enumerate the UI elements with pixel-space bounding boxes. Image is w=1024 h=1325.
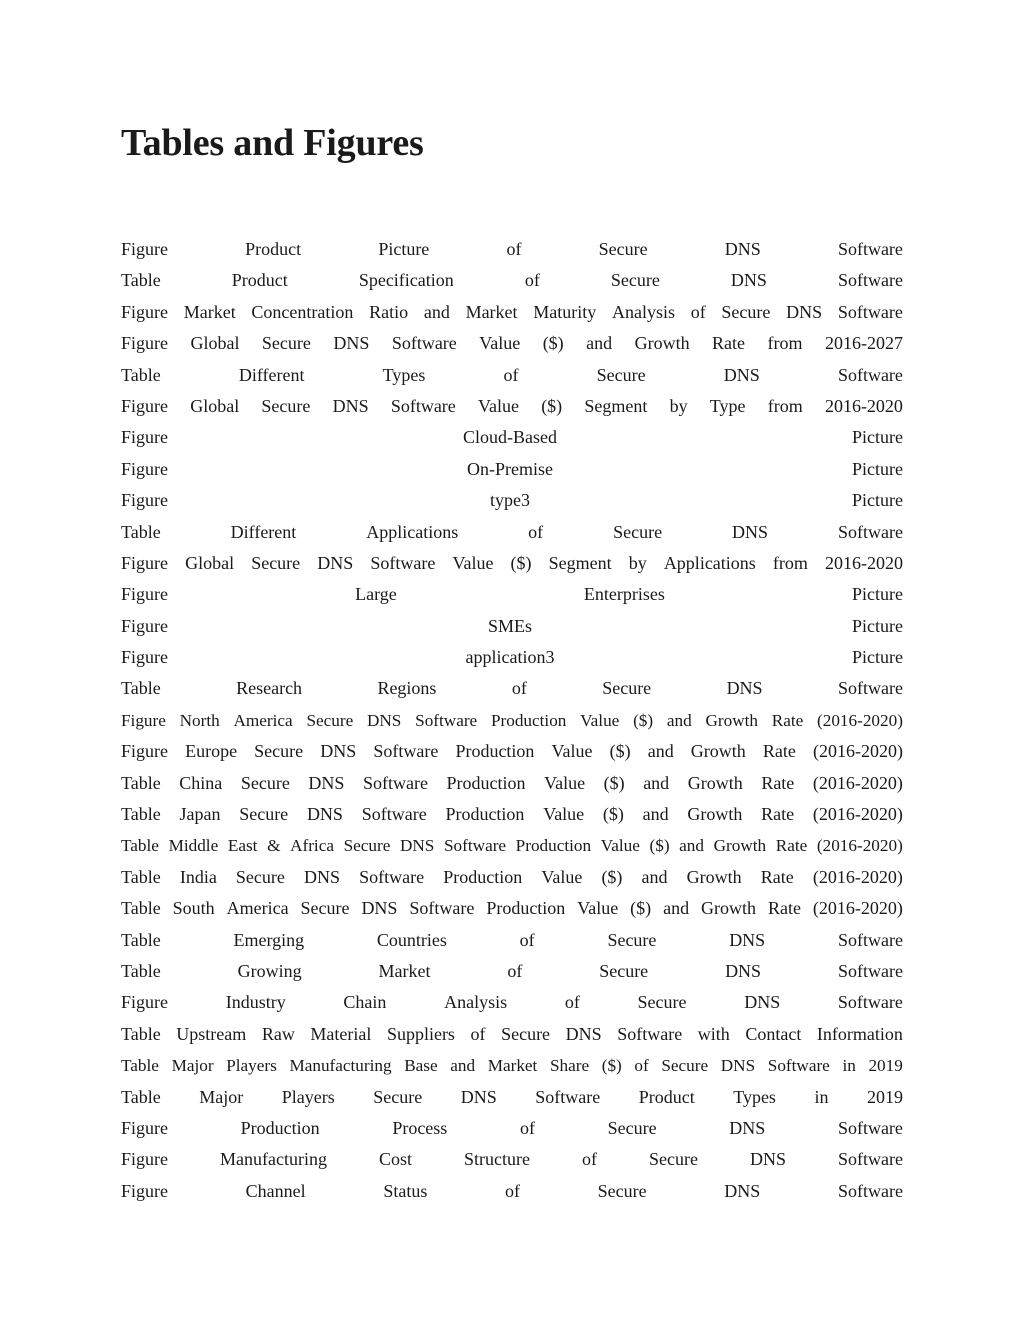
page-title: Tables and Figures [121, 122, 424, 164]
tables-and-figures-list [121, 234, 903, 1207]
list-item: Table Growing Market of Secure DNS Software [121, 960, 903, 981]
list-item: Table Major Players Secure DNS Software Product Types in 2019 [121, 1086, 903, 1107]
list-item: Figure Industry Chain Analysis of Secure DNS Software [121, 992, 903, 1013]
list-item: Figure SMEs Picture [121, 615, 903, 636]
list-item: Figure North America Secure DNS Software Production Value ($) and Growth Rate (2016-2020) [121, 710, 903, 730]
list-item: Figure Market Concentration Ratio and Market Maturity Analysis of Secure DNS Software [121, 301, 903, 322]
list-item: Table Major Players Manufacturing Base and Market Share ($) of Secure DNS Software in 2019 [121, 1056, 903, 1076]
list-item: Figure Channel Status of Secure DNS Software [121, 1180, 903, 1201]
list-item: Table Emerging Countries of Secure DNS Software [121, 929, 903, 950]
list-item: Table China Secure DNS Software Production Value ($) and Growth Rate (2016-2020) [121, 772, 903, 793]
list-item: Table South America Secure DNS Software Production Value ($) and Growth Rate (2016-2020) [121, 898, 903, 919]
list-item: Table Research Regions of Secure DNS Software [121, 678, 903, 699]
list-item: Figure Cloud-Based Picture [121, 427, 903, 448]
list-item: Figure type3 Picture [121, 490, 903, 511]
list-item: Table Different Applications of Secure DNS Software [121, 521, 903, 542]
list-item: Figure On-Premise Picture [121, 458, 903, 479]
list-item: Figure Product Picture of Secure DNS Software [121, 239, 903, 259]
list-item: Table Japan Secure DNS Software Production Value ($) and Growth Rate (2016-2020) [121, 804, 903, 825]
list-item: Figure application3 Picture [121, 647, 903, 668]
list-item: Table India Secure DNS Software Production Value ($) and Growth Rate (2016-2020) [121, 866, 903, 887]
list-item: Table Different Types of Secure DNS Software [121, 364, 903, 385]
list-item: Figure Europe Secure DNS Software Production Value ($) and Growth Rate (2016-2020) [121, 741, 903, 762]
list-item: Table Product Specification of Secure DNS Software [121, 270, 903, 291]
list-item: Figure Global Secure DNS Software Value ($) Segment by Type from 2016-2020 [121, 395, 903, 416]
list-item: Figure Large Enterprises Picture [121, 584, 903, 605]
list-item: Figure Production Process of Secure DNS Software [121, 1117, 903, 1138]
list-item: Table Upstream Raw Material Suppliers of Secure DNS Software with Contact Information [121, 1023, 903, 1044]
list-item: Table Middle East & Africa Secure DNS Software Production Value ($) and Growth Rate (2016-2020) [121, 836, 903, 856]
list-item: Figure Manufacturing Cost Structure of Secure DNS Software [121, 1149, 903, 1170]
list-item: Figure Global Secure DNS Software Value ($) and Growth Rate from 2016-2027 [121, 333, 903, 354]
list-item: Figure Global Secure DNS Software Value ($) Segment by Applications from 2016-2020 [121, 552, 903, 573]
